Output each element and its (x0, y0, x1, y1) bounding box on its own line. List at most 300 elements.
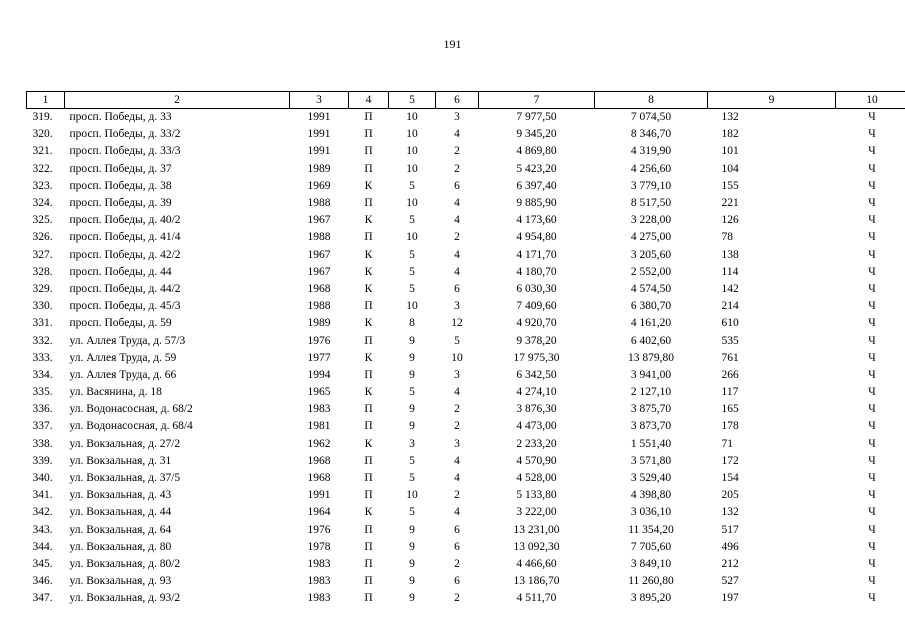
floors-cell: 9 (409, 575, 415, 588)
address-cell: просп. Победы, д. 39 (69, 197, 172, 210)
address-cell: ул. Аллея Труда, д. 66 (69, 368, 177, 381)
entrances-cell: 10 (451, 351, 463, 364)
year-built-cell: 1983 (307, 403, 331, 416)
row-number-cell: 345. (32, 557, 53, 570)
year-built-cell: 1994 (307, 368, 331, 381)
floors-cell: 8 (409, 317, 415, 330)
entrances-cell: 3 (454, 368, 460, 381)
wall-material-cell: П (364, 592, 373, 605)
table-row (27, 195, 905, 212)
table-row (27, 384, 905, 401)
total-area-cell: 4 274,10 (516, 386, 557, 399)
category-cell: Ч (868, 300, 876, 313)
address-cell: ул. Вокзальная, д. 93/2 (69, 592, 181, 605)
entrances-cell: 6 (454, 282, 460, 295)
category-cell: Ч (868, 197, 876, 210)
residents-cell: 178 (721, 420, 739, 433)
page-number: 191 (443, 37, 462, 51)
total-area-cell: 6 030,30 (516, 282, 557, 295)
residents-cell: 138 (721, 248, 739, 261)
wall-material-cell: П (364, 489, 373, 502)
wall-material-cell: П (364, 454, 373, 467)
address-cell: просп. Победы, д. 33/3 (69, 145, 181, 158)
living-area-cell: 11 354,20 (628, 523, 674, 536)
row-number-cell: 326. (32, 231, 53, 244)
wall-material-cell: К (364, 317, 373, 330)
wall-material-cell: П (364, 472, 373, 485)
living-area-cell: 8 517,50 (630, 197, 672, 210)
entrances-cell: 6 (454, 523, 460, 536)
row-number-cell: 324. (32, 197, 53, 210)
floors-cell: 9 (409, 523, 415, 536)
wall-material-cell: К (364, 386, 373, 399)
floors-cell: 10 (406, 197, 418, 210)
floors-cell: 3 (409, 437, 415, 450)
entrances-cell: 4 (454, 472, 460, 485)
header-row (27, 92, 905, 109)
category-cell: Ч (868, 214, 876, 227)
residents-cell: 104 (721, 162, 739, 175)
table-row (27, 418, 905, 435)
floors-cell: 9 (409, 592, 415, 605)
year-built-cell: 1967 (307, 265, 331, 278)
year-built-cell: 1962 (307, 437, 331, 450)
entrances-cell: 5 (454, 334, 460, 347)
year-built-cell: 1978 (307, 540, 331, 553)
address-cell: просп. Победы, д. 45/3 (69, 300, 181, 313)
entrances-cell: 2 (454, 420, 460, 433)
column-header: 2 (65, 92, 290, 109)
row-number-cell: 341. (32, 489, 53, 502)
wall-material-cell: П (364, 231, 373, 244)
table-row (27, 315, 905, 332)
table-row (27, 539, 905, 556)
entrances-cell: 2 (454, 592, 460, 605)
living-area-cell: 4 256,60 (630, 162, 672, 175)
address-cell: ул. Водонасосная, д. 68/2 (69, 403, 193, 416)
year-built-cell: 1967 (307, 214, 331, 227)
wall-material-cell: П (364, 403, 373, 416)
category-cell: Ч (868, 368, 876, 381)
total-area-cell: 4 954,80 (516, 231, 557, 244)
row-number-cell: 343. (32, 523, 53, 536)
wall-material-cell: К (364, 214, 373, 227)
row-number-cell: 334. (32, 368, 53, 381)
row-number-cell: 329. (32, 282, 53, 295)
wall-material-cell: П (364, 368, 373, 381)
living-area-cell: 3 205,60 (630, 248, 672, 261)
wall-material-cell: П (364, 557, 373, 570)
category-cell: Ч (868, 162, 876, 175)
living-area-cell: 3 873,70 (630, 420, 672, 433)
category-cell: Ч (868, 592, 876, 605)
living-area-cell: 3 895,20 (630, 592, 672, 605)
residents-cell: 212 (721, 557, 739, 570)
address-cell: ул. Вокзальная, д. 44 (69, 506, 172, 519)
wall-material-cell: К (364, 351, 373, 364)
living-area-cell: 2 127,10 (630, 386, 672, 399)
wall-material-cell: К (364, 437, 373, 450)
address-cell: ул. Вокзальная, д. 43 (69, 489, 172, 502)
table-row (27, 522, 905, 539)
year-built-cell: 1988 (307, 300, 331, 313)
residents-cell: 165 (721, 403, 739, 416)
residents-cell: 126 (721, 214, 739, 227)
year-built-cell: 1989 (307, 162, 331, 175)
wall-material-cell: П (364, 334, 373, 347)
address-cell: просп. Победы, д. 42/2 (69, 248, 181, 261)
entrances-cell: 4 (454, 197, 460, 210)
category-cell: Ч (868, 523, 876, 536)
row-number-cell: 321. (32, 145, 53, 158)
residents-cell: 182 (721, 128, 739, 141)
living-area-cell: 6 402,60 (630, 334, 672, 347)
category-cell: Ч (868, 265, 876, 278)
table-row (27, 401, 905, 418)
floors-cell: 5 (409, 506, 415, 519)
column-header: 10 (836, 92, 905, 109)
table-row (27, 281, 905, 298)
living-area-cell: 3 571,80 (630, 454, 672, 467)
floors-cell: 5 (409, 179, 415, 192)
table-row (27, 161, 905, 178)
living-area-cell: 1 551,40 (630, 437, 672, 450)
floors-cell: 10 (406, 231, 418, 244)
address-cell: ул. Вокзальная, д. 80 (69, 540, 172, 553)
total-area-cell: 4 473,00 (516, 420, 557, 433)
living-area-cell: 4 161,20 (630, 317, 672, 330)
category-cell: Ч (868, 420, 876, 433)
year-built-cell: 1983 (307, 557, 331, 570)
year-built-cell: 1991 (307, 128, 331, 141)
living-area-cell: 3 849,10 (630, 557, 672, 570)
floors-cell: 9 (409, 334, 415, 347)
address-cell: просп. Победы, д. 40/2 (69, 214, 181, 227)
total-area-cell: 13 231,00 (513, 523, 560, 536)
total-area-cell: 4 528,00 (516, 472, 557, 485)
residents-cell: 78 (721, 231, 733, 244)
row-number-cell: 347. (32, 592, 53, 605)
total-area-cell: 4 570,90 (516, 454, 557, 467)
column-header: 5 (389, 92, 436, 109)
residents-cell: 214 (721, 300, 739, 313)
column-header: 9 (708, 92, 836, 109)
wall-material-cell: П (364, 523, 373, 536)
floors-cell: 9 (409, 557, 415, 570)
total-area-cell: 9 345,20 (516, 128, 557, 141)
category-cell: Ч (868, 145, 876, 158)
floors-cell: 9 (409, 540, 415, 553)
category-cell: Ч (868, 454, 876, 467)
residents-cell: 142 (721, 282, 739, 295)
living-area-cell: 3 036,10 (630, 506, 672, 519)
year-built-cell: 1976 (307, 523, 331, 536)
address-cell: ул. Вокзальная, д. 27/2 (69, 437, 181, 450)
address-cell: ул. Вокзальная, д. 93 (69, 575, 172, 588)
category-cell: Ч (868, 489, 876, 502)
table-row (27, 367, 905, 384)
living-area-cell: 6 380,70 (630, 300, 672, 313)
living-area-cell: 7 705,60 (630, 540, 672, 553)
row-number-cell: 328. (32, 265, 53, 278)
floors-cell: 5 (409, 472, 415, 485)
address-cell: просп. Победы, д. 44/2 (69, 282, 181, 295)
table-row (27, 126, 905, 143)
residents-cell: 205 (721, 489, 739, 502)
column-header: 3 (290, 92, 349, 109)
entrances-cell: 2 (454, 231, 460, 244)
year-built-cell: 1967 (307, 248, 331, 261)
address-cell: ул. Водонасосная, д. 68/4 (69, 420, 193, 433)
year-built-cell: 1991 (307, 111, 331, 124)
entrances-cell: 2 (454, 489, 460, 502)
residents-cell: 527 (721, 575, 739, 588)
row-number-cell: 320. (32, 128, 53, 141)
total-area-cell: 5 133,80 (516, 489, 557, 502)
row-number-cell: 322. (32, 162, 53, 175)
category-cell: Ч (868, 351, 876, 364)
row-number-cell: 331. (32, 317, 53, 330)
wall-material-cell: П (364, 162, 373, 175)
category-cell: Ч (868, 231, 876, 244)
floors-cell: 5 (409, 282, 415, 295)
address-cell: ул. Вокзальная, д. 80/2 (69, 557, 181, 570)
table-row (27, 487, 905, 504)
total-area-cell: 3 222,00 (516, 506, 557, 519)
year-built-cell: 1964 (307, 506, 331, 519)
entrances-cell: 6 (454, 575, 460, 588)
total-area-cell: 4 466,60 (516, 557, 557, 570)
year-built-cell: 1965 (307, 386, 331, 399)
row-number-cell: 338. (32, 437, 53, 450)
floors-cell: 9 (409, 403, 415, 416)
year-built-cell: 1968 (307, 282, 331, 295)
total-area-cell: 7 409,60 (516, 300, 557, 313)
total-area-cell: 4 180,70 (516, 265, 557, 278)
entrances-cell: 6 (454, 540, 460, 553)
floors-cell: 9 (409, 351, 415, 364)
category-cell: Ч (868, 334, 876, 347)
entrances-cell: 2 (454, 403, 460, 416)
entrances-cell: 3 (454, 300, 460, 313)
living-area-cell: 4 398,80 (630, 489, 672, 502)
floors-cell: 10 (406, 111, 418, 124)
floors-cell: 9 (409, 368, 415, 381)
row-number-cell: 319. (32, 111, 53, 124)
residents-cell: 117 (721, 386, 739, 399)
entrances-cell: 4 (454, 214, 460, 227)
residents-cell: 172 (721, 454, 739, 467)
address-cell: ул. Вокзальная, д. 64 (69, 523, 172, 536)
entrances-cell: 4 (454, 248, 460, 261)
living-area-cell: 3 529,40 (630, 472, 672, 485)
total-area-cell: 6 342,50 (516, 368, 557, 381)
entrances-cell: 4 (454, 386, 460, 399)
total-area-cell: 6 397,40 (516, 179, 557, 192)
category-cell: Ч (868, 179, 876, 192)
wall-material-cell: П (364, 197, 373, 210)
residents-cell: 221 (721, 197, 739, 210)
category-cell: Ч (868, 575, 876, 588)
column-header: 4 (349, 92, 389, 109)
year-built-cell: 1983 (307, 575, 331, 588)
floors-cell: 9 (409, 420, 415, 433)
row-number-cell: 342. (32, 506, 53, 519)
address-cell: просп. Победы, д. 44 (69, 265, 172, 278)
floors-cell: 5 (409, 265, 415, 278)
wall-material-cell: П (364, 575, 373, 588)
year-built-cell: 1968 (307, 454, 331, 467)
year-built-cell: 1988 (307, 231, 331, 244)
residents-cell: 101 (721, 145, 739, 158)
row-number-cell: 339. (32, 454, 53, 467)
category-cell: Ч (868, 282, 876, 295)
year-built-cell: 1976 (307, 334, 331, 347)
floors-cell: 5 (409, 214, 415, 227)
table-row (27, 264, 905, 281)
wall-material-cell: К (364, 506, 373, 519)
table-row (27, 229, 905, 246)
entrances-cell: 3 (454, 111, 460, 124)
category-cell: Ч (868, 472, 876, 485)
table-row (27, 556, 905, 573)
residents-cell: 610 (721, 317, 739, 330)
total-area-cell: 4 869,80 (516, 145, 557, 158)
total-area-cell: 3 876,30 (516, 403, 557, 416)
address-cell: ул. Вокзальная, д. 37/5 (69, 472, 181, 485)
year-built-cell: 1968 (307, 472, 331, 485)
address-cell: просп. Победы, д. 59 (69, 317, 172, 330)
row-number-cell: 336. (32, 403, 53, 416)
residents-cell: 517 (721, 523, 739, 536)
wall-material-cell: П (364, 145, 373, 158)
wall-material-cell: К (364, 265, 373, 278)
living-area-cell: 3 228,00 (630, 214, 672, 227)
table-row (27, 247, 905, 264)
year-built-cell: 1991 (307, 145, 331, 158)
entrances-cell: 2 (454, 557, 460, 570)
column-header: 8 (595, 92, 708, 109)
table-row (27, 143, 905, 160)
row-number-cell: 332. (32, 334, 53, 347)
row-number-cell: 330. (32, 300, 53, 313)
category-cell: Ч (868, 540, 876, 553)
floors-cell: 10 (406, 300, 418, 313)
housing-table (26, 91, 905, 607)
total-area-cell: 5 423,20 (516, 162, 557, 175)
entrances-cell: 4 (454, 265, 460, 278)
total-area-cell: 13 092,30 (513, 540, 560, 553)
floors-cell: 10 (406, 489, 418, 502)
total-area-cell: 4 171,70 (516, 248, 557, 261)
entrances-cell: 6 (454, 179, 460, 192)
residents-cell: 155 (721, 179, 739, 192)
row-number-cell: 337. (32, 420, 53, 433)
entrances-cell: 12 (451, 317, 463, 330)
total-area-cell: 4 920,70 (516, 317, 557, 330)
year-built-cell: 1977 (307, 351, 331, 364)
address-cell: ул. Аллея Труда, д. 57/3 (69, 334, 186, 347)
table-row (27, 573, 905, 590)
category-cell: Ч (868, 248, 876, 261)
residents-cell: 132 (721, 506, 739, 519)
address-cell: просп. Победы, д. 33/2 (69, 128, 181, 141)
floors-cell: 5 (409, 454, 415, 467)
column-header: 1 (27, 92, 65, 109)
floors-cell: 10 (406, 162, 418, 175)
residents-cell: 535 (721, 334, 739, 347)
year-built-cell: 1981 (307, 420, 331, 433)
address-cell: ул. Аллея Труда, д. 59 (69, 351, 177, 364)
address-cell: ул. Васянина, д. 18 (69, 386, 162, 399)
total-area-cell: 7 977,50 (516, 111, 557, 124)
row-number-cell: 333. (32, 351, 53, 364)
category-cell: Ч (868, 557, 876, 570)
living-area-cell: 2 552,00 (630, 265, 672, 278)
row-number-cell: 346. (32, 575, 53, 588)
residents-cell: 761 (721, 351, 739, 364)
table-body (27, 109, 905, 608)
address-cell: ул. Вокзальная, д. 31 (69, 454, 172, 467)
living-area-cell: 8 346,70 (630, 128, 672, 141)
table-row (27, 298, 905, 315)
year-built-cell: 1988 (307, 197, 331, 210)
total-area-cell: 2 233,20 (516, 437, 557, 450)
total-area-cell: 9 885,90 (516, 197, 557, 210)
category-cell: Ч (868, 437, 876, 450)
category-cell: Ч (868, 403, 876, 416)
entrances-cell: 4 (454, 454, 460, 467)
column-header: 7 (479, 92, 595, 109)
year-built-cell: 1983 (307, 592, 331, 605)
table-row (27, 504, 905, 521)
total-area-cell: 17 975,30 (513, 351, 560, 364)
wall-material-cell: К (364, 282, 373, 295)
address-cell: просп. Победы, д. 37 (69, 162, 172, 175)
table-row (27, 109, 905, 127)
entrances-cell: 3 (454, 437, 460, 450)
address-cell: просп. Победы, д. 33 (69, 111, 172, 124)
wall-material-cell: К (364, 179, 373, 192)
category-cell: Ч (868, 111, 876, 124)
living-area-cell: 3 875,70 (630, 403, 672, 416)
living-area-cell: 4 319,90 (630, 145, 672, 158)
living-area-cell: 4 275,00 (630, 231, 672, 244)
category-cell: Ч (868, 386, 876, 399)
living-area-cell: 7 074,50 (630, 111, 672, 124)
column-header: 6 (436, 92, 479, 109)
floors-cell: 10 (406, 145, 418, 158)
year-built-cell: 1989 (307, 317, 331, 330)
residents-cell: 266 (721, 368, 739, 381)
total-area-cell: 13 186,70 (513, 575, 560, 588)
entrances-cell: 2 (454, 145, 460, 158)
wall-material-cell: П (364, 128, 373, 141)
total-area-cell: 4 511,70 (516, 592, 557, 605)
table-row (27, 332, 905, 349)
residents-cell: 197 (721, 592, 739, 605)
living-area-cell: 13 879,80 (628, 351, 674, 364)
entrances-cell: 4 (454, 506, 460, 519)
living-area-cell: 4 574,50 (630, 282, 672, 295)
category-cell: Ч (868, 128, 876, 141)
row-number-cell: 327. (32, 248, 53, 261)
address-cell: просп. Победы, д. 38 (69, 179, 172, 192)
wall-material-cell: К (364, 248, 373, 261)
residents-cell: 154 (721, 472, 739, 485)
row-number-cell: 325. (32, 214, 53, 227)
wall-material-cell: П (364, 420, 373, 433)
